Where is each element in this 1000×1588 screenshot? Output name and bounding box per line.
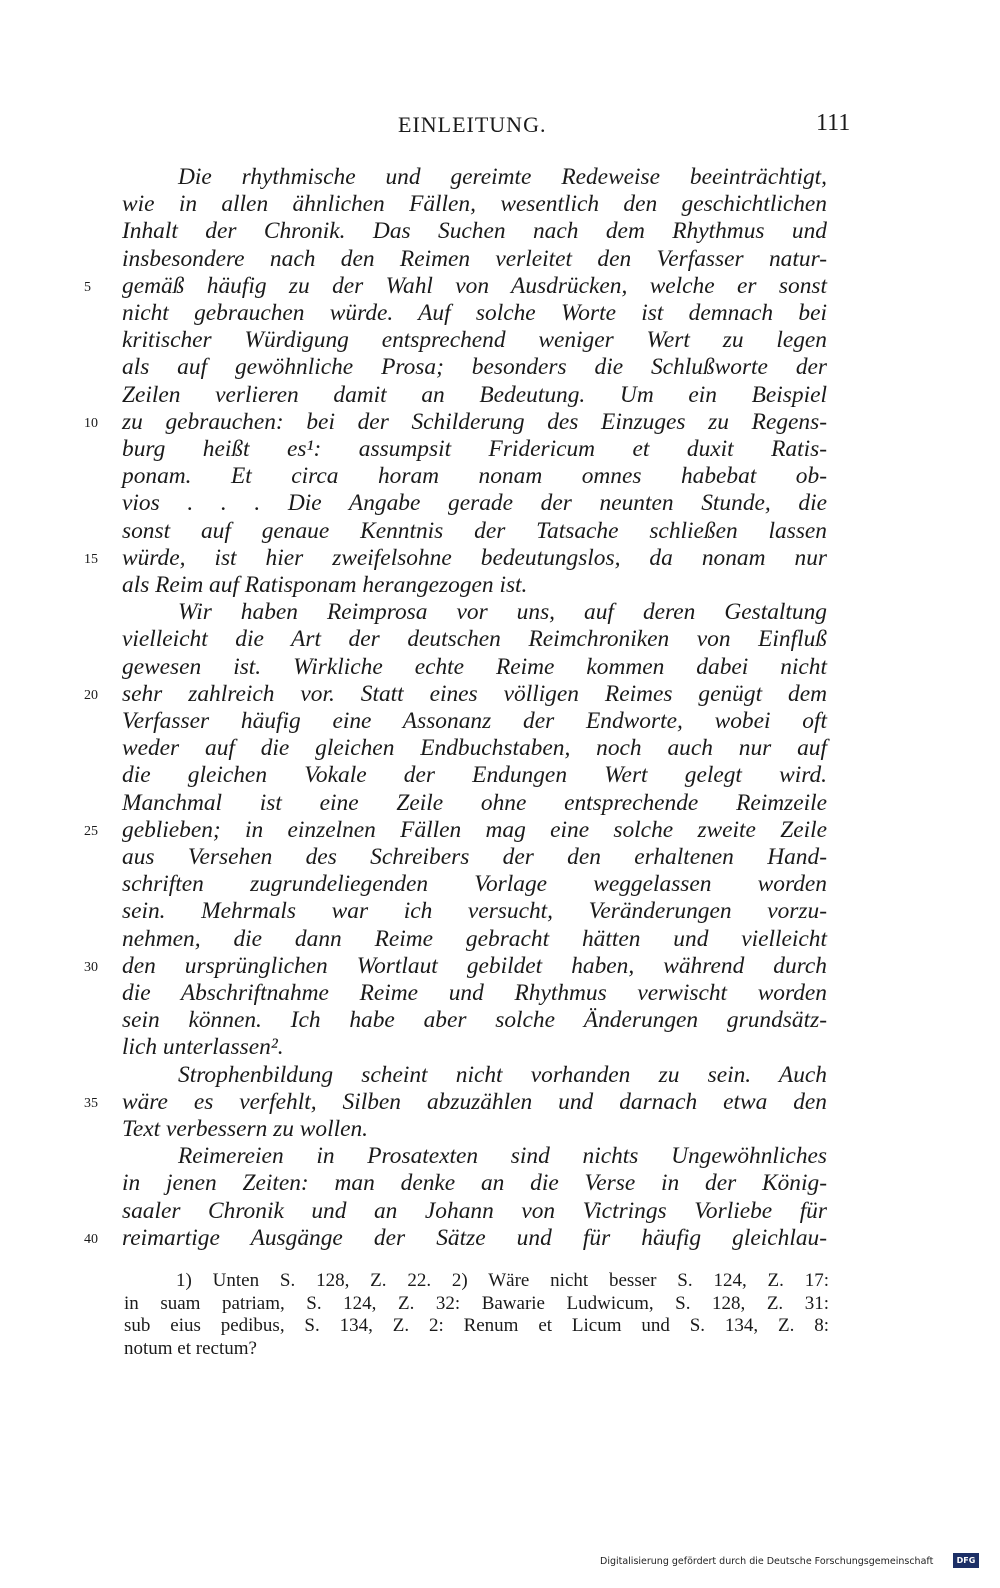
text-line: Wir haben Reimprosa vor uns, auf deren Gestaltung	[178, 599, 827, 626]
line-number: 20	[84, 687, 98, 703]
text-line: gewesen ist. Wirkliche echte Reime kommen dabei nicht	[122, 653, 827, 680]
text-line: lich unterlassen².	[122, 1034, 284, 1061]
text-line: die Abschriftnahme Reime und Rhythmus verwischt worden	[122, 980, 827, 1006]
line-number: 5	[84, 279, 91, 295]
text-line: sehr zahlreich vor. Statt eines völligen Reimes genügt dem	[122, 680, 827, 707]
text-line: vielleicht die Art der deutschen Reimchroniken von Einfluß	[122, 626, 827, 653]
line-number: 10	[84, 415, 98, 431]
footnote-line: sub eius pedibus, S. 134, Z. 2: Renum et Licum und S. 134, Z. 8:	[124, 1315, 829, 1336]
line-number: 30	[84, 959, 98, 975]
page-number: 111	[816, 110, 851, 136]
text-line: gemäß häufig zu der Wahl von Ausdrücken, welche er sonst	[122, 272, 827, 299]
text-line: insbesondere nach den Reimen verleitet den Verfasser natur-	[122, 245, 827, 272]
text-line: Die rhythmische und gereimte Redeweise beeinträchtigt,	[178, 164, 827, 190]
text-line: weder auf die gleichen Endbuchstaben, noch auch nur auf	[122, 735, 827, 762]
text-line: ponam. Et circa horam nonam omnes habebat ob-	[122, 463, 827, 490]
text-line: Manchmal ist eine Zeile ohne entsprechende Reimzeile	[122, 789, 827, 816]
text-line: zu gebrauchen: bei der Schilderung des Einzuges zu Regens-	[122, 408, 827, 435]
text-line: die gleichen Vokale der Endungen Wert gelegt wird.	[122, 762, 827, 789]
text-line: Reimereien in Prosatexten sind nichts Ungewöhnliches	[178, 1143, 827, 1170]
text-line: nehmen, die dann Reime gebracht hätten und vielleicht	[122, 925, 827, 952]
text-line: würde, ist hier zweifelsohne bedeutungslos, da nonam nur	[122, 544, 827, 571]
running-head: EINLEITUNG.	[398, 112, 547, 137]
dfg-logo: DFG	[953, 1553, 979, 1568]
line-number: 35	[84, 1095, 98, 1111]
footnote-line: 1) Unten S. 128, Z. 22. 2) Wäre nicht besser S. 124, Z. 17:	[176, 1270, 829, 1291]
text-line: saaler Chronik und an Johann von Victrings Vorliebe für	[122, 1197, 827, 1224]
text-line: den ursprünglichen Wortlaut gebildet haben, während durch	[122, 952, 827, 979]
text-line: Text verbessern zu wollen.	[122, 1116, 369, 1142]
text-line: reimartige Ausgänge der Sätze und für häufig gleichlau-	[122, 1224, 827, 1251]
text-line: nicht gebrauchen würde. Auf solche Worte ist demnach bei	[122, 300, 827, 326]
text-line: wäre es verfehlt, Silben abzuzählen und darnach etwa den	[122, 1088, 827, 1115]
text-line: Strophenbildung scheint nicht vorhanden zu sein. Auch	[178, 1061, 827, 1088]
text-line: sonst auf genaue Kenntnis der Tatsache schließen lassen	[122, 517, 827, 544]
text-line: sein. Mehrmals war ich versucht, Veränderungen vorzu-	[122, 898, 827, 925]
footnote-line: notum et rectum?	[124, 1337, 257, 1359]
text-line: in jenen Zeiten: man denke an die Verse in der König-	[122, 1170, 827, 1197]
text-line: Verfasser häufig eine Assonanz der Endworte, wobei oft	[122, 708, 827, 734]
line-number: 15	[84, 551, 98, 567]
text-line: aus Versehen des Schreibers der den erhaltenen Hand-	[122, 844, 827, 870]
line-number: 25	[84, 823, 98, 839]
text-line: vios . . . Die Angabe gerade der neunten Stunde, die	[122, 490, 827, 517]
text-line: wie in allen ähnlichen Fällen, wesentlich den geschichtlichen	[122, 191, 827, 218]
footnote-line: in suam patriam, S. 124, Z. 32: Bawarie Ludwicum, S. 128, Z. 31:	[124, 1292, 829, 1314]
digitization-credit: Digitalisierung gefördert durch die Deutsche Forschungsgemeinschaft	[600, 1556, 934, 1567]
text-line: als Reim auf Ratisponam herangezogen ist.	[122, 572, 528, 598]
text-line: kritischer Würdigung entsprechend weniger Wert zu legen	[122, 327, 827, 354]
line-number: 40	[84, 1231, 98, 1247]
text-line: Inhalt der Chronik. Das Suchen nach dem Rhythmus und	[122, 218, 827, 245]
text-line: burg heißt es¹: assumpsit Fridericum et duxit Ratis-	[122, 436, 827, 462]
text-line: geblieben; in einzelnen Fällen mag eine solche zweite Zeile	[122, 816, 827, 843]
text-line: als auf gewöhnliche Prosa; besonders die Schlußworte der	[122, 354, 827, 381]
text-line: Zeilen verlieren damit an Bedeutung. Um ein Beispiel	[122, 381, 827, 408]
text-line: schriften zugrundeliegenden Vorlage weggelassen worden	[122, 871, 827, 898]
text-line: sein können. Ich habe aber solche Änderungen grundsätz-	[122, 1007, 827, 1034]
